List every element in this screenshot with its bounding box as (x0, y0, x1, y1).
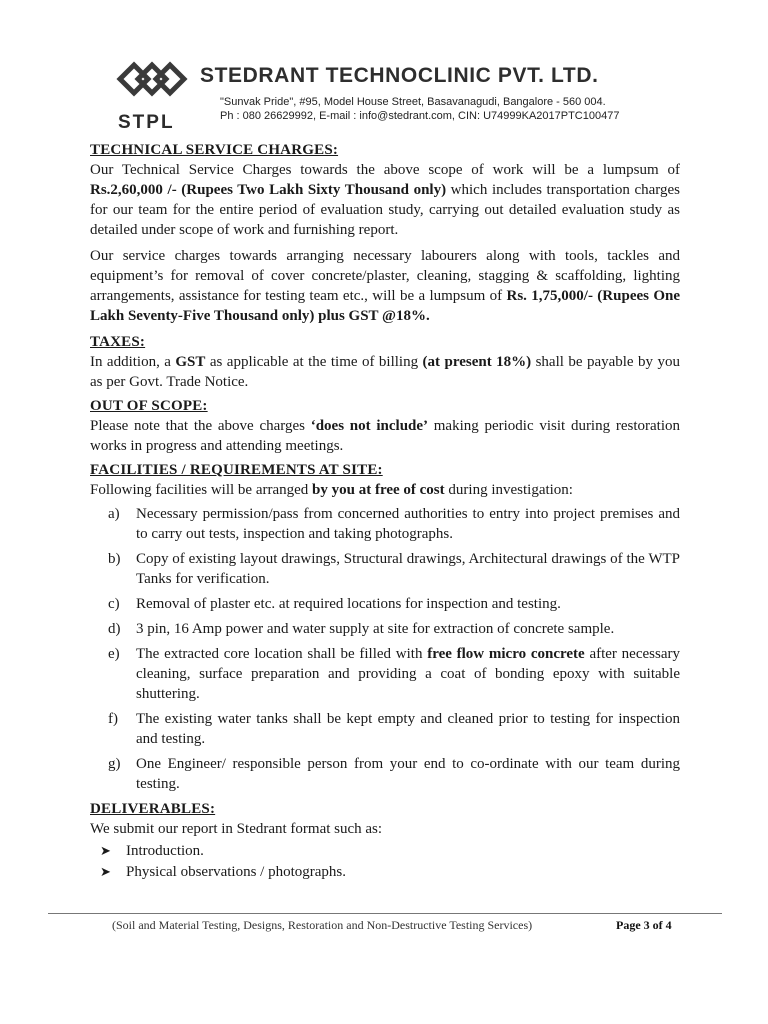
list-item (90, 862, 680, 882)
list-marker: a) (108, 506, 120, 522)
list-item-text: Physical observations / photographs. (126, 864, 346, 880)
text-run: In addition, a (90, 354, 176, 370)
deliverables-intro: We submit our report in Stedrant format such as: (90, 821, 383, 837)
list-marker: c) (108, 596, 120, 612)
logo-text: STPL (118, 112, 175, 133)
list-item (90, 754, 680, 794)
letterhead (108, 48, 668, 133)
list-item (90, 841, 680, 861)
list-item-text: The existing water tanks shall be kept empty and cleaned prior to testing for inspection and testing. (136, 711, 680, 747)
footer-services: (Soil and Material Testing, Designs, Restoration and Non-Destructive Testing Services) (112, 918, 533, 932)
list-item-text: Introduction. (126, 843, 204, 859)
list-marker: e) (108, 646, 120, 662)
list-item-text: Copy of existing layout drawings, Structural drawings, Architectural drawings of the WTP Tanks for verification. (136, 551, 680, 587)
list-marker: b) (108, 551, 121, 567)
facilities-intro (90, 480, 680, 500)
document-body (90, 140, 680, 883)
list-item (90, 504, 680, 544)
bold-run: Rs. 1,75,000/- (Rupees One Lakh Seventy-Five Thousand only) plus GST @18%. (90, 288, 680, 324)
page-number: Page 3 of 4 (616, 918, 672, 932)
list-item-text: One Engineer/ responsible person from your end to co-ordinate with our team during testing. (136, 756, 680, 792)
list-item (90, 594, 680, 614)
list-item-text: after necessary cleaning, surface preparation and providing a coat of bonding epoxy with suitable shuttering. (136, 646, 680, 702)
text-run: as applicable at the time of billing (205, 354, 423, 370)
facilities-heading: FACILITIES / REQUIREMENTS AT SITE: (90, 462, 383, 478)
text-run: shall be payable by you as per Govt. Trade Notice. (90, 354, 680, 390)
bold-run: ‘does not include’ (310, 418, 429, 434)
text-run: Our service charges towards arranging necessary labourers along with tools, tackles and equipment’s for removal of cover concrete/plaster, cleaning, stagging & scaffolding, lighting arrangements, assistance for testing team etc., will be a lumpsum of (90, 248, 680, 304)
list-item (90, 644, 680, 704)
text-run: making periodic visit during restoration works in progress and attending meetings. (90, 418, 680, 454)
out-of-scope-heading: OUT OF SCOPE: (90, 398, 208, 414)
deliverables-list (90, 841, 680, 882)
stpl-logo-icon (116, 56, 188, 102)
technical-paragraph-2 (90, 246, 680, 326)
list-item-text: 3 pin, 16 Amp power and water supply at site for extraction of concrete sample. (136, 621, 615, 637)
bold-run: GST (175, 354, 206, 370)
company-name: STEDRANT TECHNOCLINIC PVT. LTD. (200, 64, 599, 87)
list-item (90, 619, 680, 639)
technical-heading: TECHNICAL SERVICE CHARGES: (90, 142, 339, 158)
list-marker: g) (108, 756, 121, 772)
company-address: "Sunvak Pride", #95, Model House Street, Basavanagudi, Bangalore - 560 004. (220, 96, 606, 108)
company-logo (114, 56, 190, 133)
text-run: Our Technical Service Charges towards the above scope of work will be a lumpsum of (90, 162, 680, 178)
deliverables-heading: DELIVERABLES: (90, 801, 216, 817)
list-item-text: Necessary permission/pass from concerned authorities to entry into project premises and to carry out tests, inspection and taking photographs. (136, 506, 680, 542)
list-marker: d) (108, 621, 121, 637)
text-run: Following facilities will be arranged (90, 482, 313, 498)
technical-paragraph-1 (90, 160, 680, 240)
list-marker: f) (108, 711, 118, 727)
bold-run: Rs.2,60,000 /- (Rupees Two Lakh Sixty Thousand only) (90, 182, 447, 198)
arrow-bullet-icon: ➤ (100, 843, 111, 858)
text-run: during investigation: (444, 482, 573, 498)
text-run: Please note that the above charges (90, 418, 311, 434)
company-contact: Ph : 080 26629992, E-mail : info@stedrant.com, CIN: U74999KA2017PTC100477 (220, 110, 620, 122)
facilities-list (90, 504, 680, 794)
bold-run: by you at free of cost (312, 482, 445, 498)
footer-divider (48, 913, 722, 914)
list-item-text: The extracted core location shall be filled with (136, 646, 428, 662)
bold-run: free flow micro concrete (427, 646, 585, 662)
bold-run: (at present 18%) (422, 354, 532, 370)
list-item (90, 549, 680, 589)
out-of-scope-paragraph (90, 416, 680, 456)
taxes-paragraph (90, 352, 680, 392)
arrow-bullet-icon: ➤ (100, 864, 111, 879)
text-run: which includes transportation charges for our team for the entire period of evaluation study, carrying out detailed evaluation study as detailed under scope of work and furnishing report. (90, 182, 680, 238)
list-item (90, 709, 680, 749)
list-item-text: Removal of plaster etc. at required locations for inspection and testing. (136, 596, 561, 612)
taxes-heading: TAXES: (90, 334, 146, 350)
